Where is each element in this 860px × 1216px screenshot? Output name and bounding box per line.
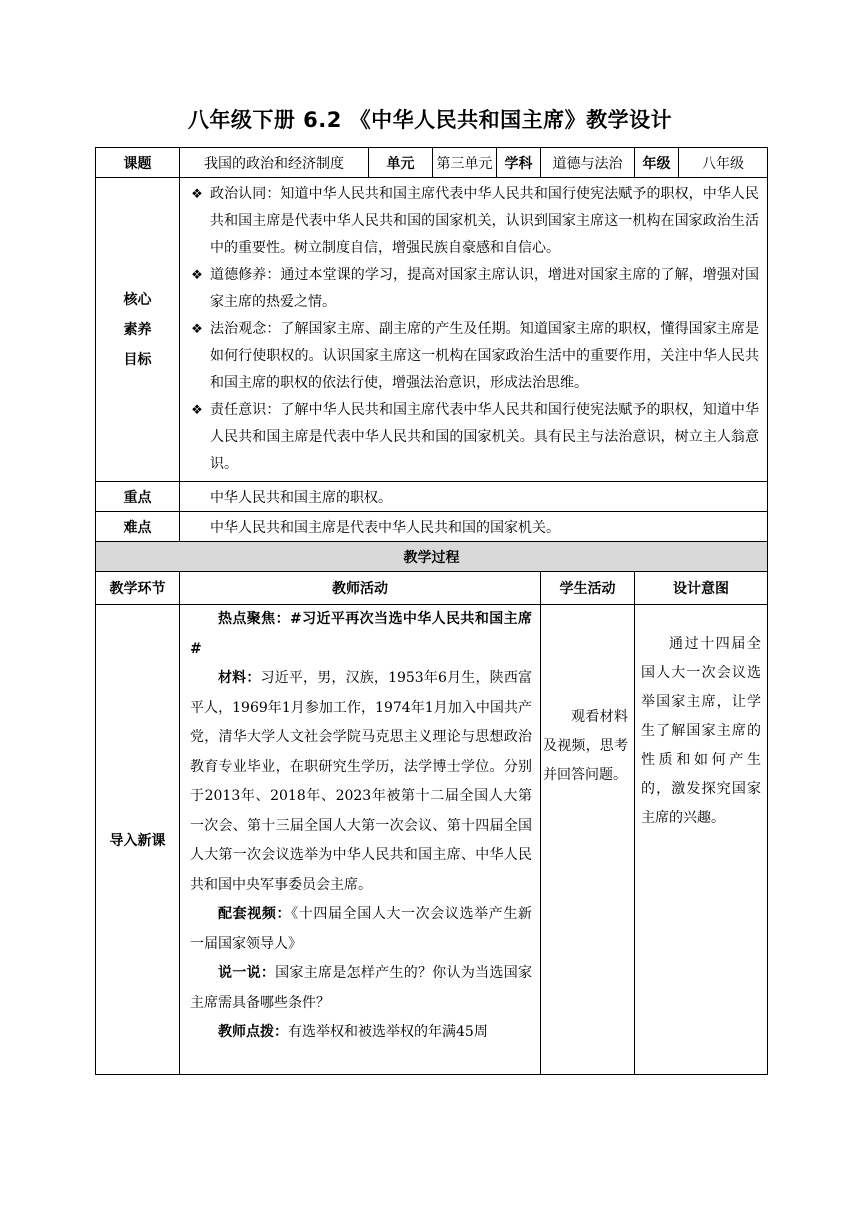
design-intent-text: 通过十四届全国人大一次会议选举国家主席，让学生了解国家主席的性质和如何产生的，激发探究国家主席的兴趣。 — [641, 636, 761, 826]
key-point-row — [96, 482, 768, 512]
video-label: 配套视频： — [218, 906, 292, 922]
tip-text: 有选举权和被选举权的年满45周 — [288, 1024, 488, 1040]
intro-design-intent — [635, 605, 768, 1075]
col-teacher-header: 教师活动 — [180, 572, 541, 605]
difficult-point-value: 中华人民共和国主席是代表中华人民共和国的国家机关。 — [180, 512, 768, 542]
goal-text: 道德修养：通过本堂课的学习，提高对国家主席认识，增进对国家主席的了解，增强对国家主席的热爱之情。 — [210, 267, 759, 310]
process-heading: 教学过程 — [96, 542, 768, 572]
diamond-bullet-icon: ❖ — [191, 322, 203, 337]
lesson-plan-table — [95, 147, 768, 1075]
material-paragraph — [190, 664, 532, 900]
goals-label — [96, 178, 180, 482]
difficult-point-label: 难点 — [96, 512, 180, 542]
process-heading-row — [96, 542, 768, 572]
unit-value: 第三单元 — [433, 148, 497, 178]
material-label: 材料： — [218, 670, 261, 686]
say-paragraph — [190, 959, 532, 1018]
process-columns-row — [96, 572, 768, 605]
goals-label-line-3: 目标 — [123, 351, 152, 368]
hot-topic-text: #习近平再次当选中华人民共和国主席# — [190, 611, 532, 657]
intro-teacher-activity — [180, 605, 541, 1075]
diamond-bullet-icon: ❖ — [191, 268, 203, 283]
intro-stage: 导入新课 — [96, 605, 180, 1075]
diamond-bullet-icon: ❖ — [191, 403, 203, 418]
unit-label: 单元 — [369, 148, 433, 178]
goals-row — [96, 178, 768, 482]
subject-label: 学科 — [497, 148, 541, 178]
say-text: 国家主席是怎样产生的？你认为当选国家主席需具备哪些条件？ — [190, 965, 533, 1011]
difficult-point-row — [96, 512, 768, 542]
goal-item-moral — [184, 262, 759, 316]
say-label: 说一说： — [218, 965, 276, 981]
key-point-label: 重点 — [96, 482, 180, 512]
goals-content — [180, 178, 768, 482]
material-text: 习近平，男，汉族，1953年6月生，陕西富平人，1969年1月参加工作，1974年1月加入中国共产党，清华大学人文社会学院马克思主义理论与思想政治教育专业毕业，在职研究生学历，法学博士学位。分别于2013年、2018年、2023年被第十二届全国人大第一次会、第十三届全国人大第一次会议、第十四届全国人大第一次会议选举为中华人民共和国主席、中华人民共和国中央军事委员会主席。 — [190, 670, 533, 893]
hot-topic-paragraph — [190, 605, 532, 664]
col-student-header: 学生活动 — [541, 572, 635, 605]
topic-value: 我国的政治和经济制度 — [180, 148, 369, 178]
video-paragraph — [190, 900, 532, 959]
tip-paragraph — [190, 1018, 532, 1048]
col-stage-header: 教学环节 — [96, 572, 180, 605]
goal-item-political — [184, 181, 759, 262]
diamond-bullet-icon: ❖ — [191, 187, 203, 202]
intro-student-activity — [541, 605, 635, 1075]
goal-text: 政治认同：知道中华人民共和国主席代表中华人民共和国行使宪法赋予的职权，中华人民共和国主席是代表中华人民共和国的国家机关，认识到国家主席这一机构在国家政治生活中的重要性。树立制度自信，增强民族自豪感和自信心。 — [210, 186, 759, 256]
key-point-value: 中华人民共和国主席的职权。 — [180, 482, 768, 512]
col-intent-header: 设计意图 — [635, 572, 768, 605]
subject-value: 道德与法治 — [541, 148, 635, 178]
hot-topic-label: 热点聚焦： — [218, 611, 290, 627]
goals-label-line-2: 素养 — [123, 321, 152, 338]
goal-text: 责任意识：了解中华人民共和国主席代表中华人民共和国行使宪法赋予的职权，知道中华人民共和国主席是代表中华人民共和国的国家机关。具有民主与法治意识，树立主人翁意识。 — [210, 402, 759, 472]
info-row — [96, 148, 768, 178]
intro-row — [96, 605, 768, 1075]
topic-label: 课题 — [96, 148, 180, 178]
grade-label: 年级 — [635, 148, 679, 178]
tip-label: 教师点拨： — [218, 1024, 288, 1040]
page-title: 八年级下册 6.2 《中华人民共和国主席》教学设计 — [187, 108, 673, 132]
video-text: 《十四届全国人大一次会议选举产生新一届国家领导人》 — [190, 906, 533, 952]
grade-value: 八年级 — [679, 148, 768, 178]
goal-item-law — [184, 316, 759, 397]
goal-text: 法治观念：了解国家主席、副主席的产生及任期。知道国家主席的职权，懂得国家主席是如何行使职权的。认识国家主席这一机构在国家政治生活中的重要作用，关注中华人民共和国主席的职权的依法行使，增强法治意识，形成法治思维。 — [210, 321, 759, 391]
goal-item-responsibility — [184, 397, 759, 478]
student-activity-text: 观看材料及视频，思考并回答问题。 — [543, 709, 628, 783]
goals-label-line-1: 核心 — [123, 291, 152, 308]
